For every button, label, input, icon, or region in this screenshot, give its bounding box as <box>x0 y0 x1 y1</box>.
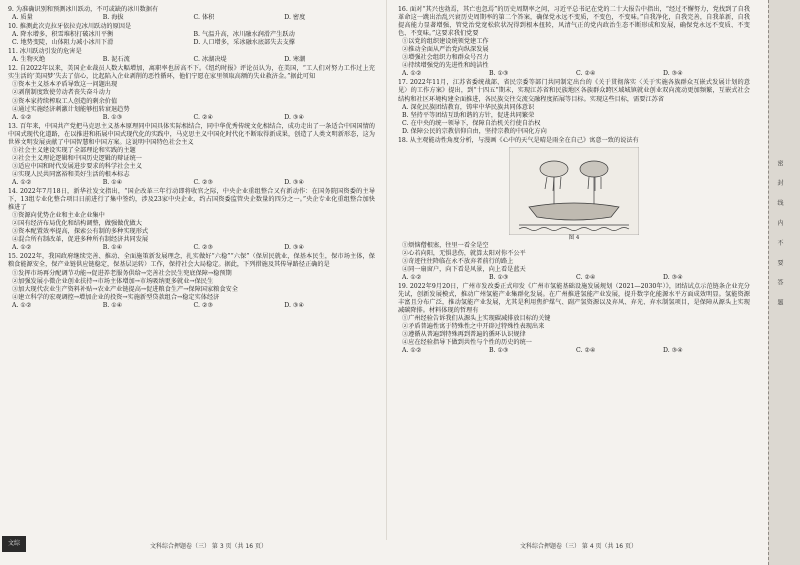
answer-option: D. ③④ <box>284 244 305 252</box>
question-stem: 12. 自2022年以来，美国企业裁员人数大幅增加，离职率也居高不下。《纽约时报》评论员认为，在美国，“工人们对努力工作过上充实生活的‘美国梦’失去了信心，比起陷入企业剥削的恶性循环，他们宁愿在家里领取高额的失业救济金。”据此可知 <box>8 65 375 81</box>
statement-item: ①资源向优势企业和主业企业集中 <box>12 212 105 220</box>
answer-option: B. 气温升高，冰川融水润滑产生跃动 <box>193 31 295 39</box>
question <box>398 283 750 355</box>
question-stem: 10. 推测此次克拉牙依拉克冰川跃动的原因是 <box>8 23 132 31</box>
answer-option: D. 密度 <box>284 14 306 22</box>
answer-options <box>8 179 375 187</box>
left-column <box>8 6 375 311</box>
footer-right: 文科综合押题卷（三） 第 4 页（共 16 页） <box>520 543 637 550</box>
statement-item: B. 坚持平等团结互助和谐的方针，促进共同繁荣 <box>402 111 535 119</box>
statement-item: ②推动全面从严治党向纵深发展 <box>402 46 489 54</box>
statement-item: ④建立科学的宏观调控→增加企业的投资→实施新型贷款组合→稳定实体经济 <box>12 293 220 301</box>
answer-option: A. ①② <box>12 113 32 121</box>
question <box>8 23 375 47</box>
statement-item: ④通过实施经济刺激计划能够扭转衰退趋势 <box>12 105 130 113</box>
answer-option: C. ②③ <box>193 244 214 252</box>
answer-options <box>398 70 750 78</box>
answer-options <box>8 56 375 64</box>
statement-item: ④混合所有制改革，促进多种所有制经济共同发展 <box>12 236 149 244</box>
question <box>398 6 750 78</box>
answer-option: C. 体积 <box>193 14 215 22</box>
figure-caption: 图 4 <box>568 234 580 241</box>
statement-item: ①烦恼僧根塞，往里一看全是空 <box>402 241 489 249</box>
statement-item: ②心若向阳，无惧悲伤，就算太阳对你不公平 <box>402 249 526 257</box>
answer-option: C. 冰湖决堤 <box>193 56 227 64</box>
answer-option: C. ②③ <box>193 301 214 309</box>
answer-option: A. 生物灭绝 <box>12 56 46 64</box>
right-column <box>398 6 750 356</box>
footer-left: 文科综合押题卷（三） 第 3 页（共 16 页） <box>150 543 267 550</box>
answer-option: A. 降水增多，积雪堆积打破冰川平衡 <box>12 31 114 39</box>
answer-option: A. 质量 <box>12 14 33 22</box>
answer-options <box>398 347 750 355</box>
answer-options <box>8 114 375 122</box>
answer-options <box>8 14 375 22</box>
statement-item: ①广州经验告诉我们从源头上实现碳减排放目标的关键 <box>402 315 551 323</box>
question <box>398 137 750 282</box>
statement-item: ①社会主义建设实现了全部理论和实践的主题 <box>12 146 136 154</box>
statement-item: ④应在经验指导下做到共性与个性的历史的统一 <box>402 339 532 347</box>
answer-option: B. ①④ <box>102 301 123 309</box>
answer-option: C. ②④ <box>576 347 596 355</box>
statement-item: ①以党的组织建设统领党建工作 <box>402 38 489 46</box>
question-stem: 15. 2022年，我国政府继续完善、推动、全面施策新发展理念，扎实做好“六稳”“六保”（保居民就业，保基本民生，保市场主体，保粮食能源安全，保产业链供应链稳定，保基层运转）工作，保持社会大局稳定。据此，下列措施及其传导路径正确的是 <box>8 253 375 269</box>
answer-option: C. ②③ <box>193 178 214 186</box>
answer-option: C. ②④ <box>576 70 596 78</box>
statement-item: ①资本主义基本矛盾导致这一问题出现 <box>12 81 118 89</box>
statement-item: ③加大现代农业生产资料补贴→农业产业链提高→促进粮食生产→保障国家粮食安全 <box>12 285 238 293</box>
question <box>8 48 375 64</box>
statement-item: C. 在中央的统一领导下，保障自治机关行使自治权 <box>402 119 541 127</box>
statement-item: ②加强发展小微企业创业扶持→市场主体增加→市场吸纳更多就业→保民生 <box>12 277 214 285</box>
answer-option: B. ①③ <box>102 113 123 121</box>
answer-option: C. ②④ <box>193 113 214 121</box>
statement-item: ④同一扇窗户，向下看是风景，向上看是蓝天 <box>402 265 526 273</box>
answer-option: D. 寒潮 <box>284 56 306 64</box>
statement-item: ②剥削制度致使劳动者丧失奋斗动力 <box>12 89 111 97</box>
question-stem: 14. 2022年7月18日，新华社发文指出，“国企改革三年行动即将收官之际，中央企业重组整合又有新动作：在国务院国资委的主导下，13组专业化整合项目日前进行了集中签约，涉及23家中央企业，约占国资委监管央企数量的四分之一。”央企专业化重组整合加快推进了 <box>8 188 375 212</box>
answer-option: A. ①② <box>402 273 422 281</box>
answer-option: A. ①② <box>12 244 32 252</box>
answer-option: B. ①③ <box>489 273 509 281</box>
question-stem: 17. 2022年11月，江苏省委统战部、省民宗委等部门共同制定出台的《关于贯彻落实〈关于实施各族群众互嵌式发展计划的意见〉的工作方案》提出，到“十四五”期末，实现江苏省和民族地区各族群众跨区域城镇就业创业双向流动更加频繁，互嵌式社会结构和社区环境构建全面推进，各民族交往交流交融程度拓展等目标。实现这些目标，需要江苏省 <box>398 79 750 103</box>
answer-option: D. 人口增多，采冰融水底部失去支撑 <box>193 39 295 47</box>
subject-tag: 文综 <box>2 536 26 552</box>
statement-item: ③增强社会组织力和群众号召力 <box>402 54 489 62</box>
statement-item: A. 深化民族团结教育，铸牢中华民族共同体意识 <box>402 103 535 111</box>
question-stem: 16. 面对“其兴也勃焉，其亡也忽焉”的历史周期率之问，习近平总书记在党的二十大报告中指出，“经过不懈努力，党找到了自我革命这一跳出治乱兴衰历史周期率的第二个答案，确保党永远不变质，不变色，不变味。”自我净化，自我完善，自我革新，自我提高能力显著增强，管党治党宽松软状况得到根本扭转，风清气正的党内政治生态不断形成和发展，确保党永远不变质、不变色、不变味。”这要求我们党要 <box>398 6 750 38</box>
question <box>8 253 375 309</box>
answer-option: B. 泥石流 <box>102 56 130 64</box>
answer-option: D. ③④ <box>663 70 683 78</box>
answer-option: A. ①② <box>12 301 32 309</box>
question-stem: 9. 为准确识别和预测冰川跃动，不可或缺的冰川数据有 <box>8 6 159 13</box>
answer-option: A. ①② <box>12 178 32 186</box>
question <box>8 188 375 252</box>
answer-option: D. ③④ <box>284 301 305 309</box>
answer-option: D. ③④ <box>663 273 683 281</box>
cartoon-illustration <box>509 147 639 235</box>
answer-option: B. ①④ <box>102 178 123 186</box>
answer-option: B. 海拔 <box>102 14 124 22</box>
statement-item: ③资本配置效率提高，探索公有制的多种实现形式 <box>12 228 149 236</box>
statement-item: ③遵循从普遍到特殊再到普遍的循环认识规律 <box>402 331 526 339</box>
statement-item: ③适应中国和时代发展进步要求的科学社会主义 <box>12 162 142 170</box>
statement-item: ③资本家持续榨取工人创造的剩余价值 <box>12 97 118 105</box>
answer-option: B. ①④ <box>102 244 123 252</box>
statement-item: ②矛盾普遍性寓于特殊性之中开辟过特殊性表现出来 <box>402 323 545 331</box>
answer-option: B. ①③ <box>489 347 509 355</box>
question-stem: 13. 百年来，中国共产党把马克思主义基本原理同中国具体实际相结合，同中华优秀传统文化相结合，成功走出了一条适合中国国情的中国式现代化道路，在以推进和拓展中国式现代化的实践中，马克思主义中国化时代化不断取得新成果，创造了人类文明新形态，这为世界文明发展贡献了中国智慧和中国方案。这说明中国特色社会主义 <box>8 122 375 146</box>
question <box>8 6 375 22</box>
answer-option: B. ①③ <box>489 70 509 78</box>
answer-option: C. ②④ <box>576 273 596 281</box>
statement-item: ④持续增强党的先进性和纯洁性 <box>402 62 489 70</box>
answer-options <box>8 31 375 47</box>
answer-option: C. 地势变陡，山体阻力减小冰川下滑 <box>12 39 114 47</box>
answer-option: D. ③④ <box>284 113 305 121</box>
answer-option: A. ①② <box>402 70 422 78</box>
statement-item: ②社会主义理论逻辑和中国历史逻辑的辩证统一 <box>12 154 142 162</box>
column-divider <box>386 0 387 540</box>
statement-item: D. 保障公民的宗教信仰自由，坚持宗教的中国化方向 <box>402 127 547 135</box>
seal-line-text: 密 封 线 内 不 要 答 题 <box>776 160 783 312</box>
answer-options <box>8 244 375 252</box>
answer-options <box>398 274 750 282</box>
answer-option: D. ③④ <box>284 178 305 186</box>
statement-item: ④实现人民共同富裕和美好生活的根本标志 <box>12 170 130 178</box>
answer-options <box>8 302 375 310</box>
question <box>8 123 375 187</box>
answer-option: D. ③④ <box>663 347 683 355</box>
statement-item: ②国有经济布局优化和结构调整，做强做优做大 <box>12 220 142 228</box>
statement-item: ①发挥市场再分配调节功能→促进养老服务供给→完善社会民生兜底保障→稳预期 <box>12 269 232 277</box>
answer-option: A. ①② <box>402 347 422 355</box>
question-stem: 18. 从主观能动性角度分析，与漫画《心中的天气是晴是雨全在自己》寓意一致的说法有 <box>398 136 639 144</box>
question-stem: 11. 冰川跃动引发的危害是 <box>8 48 82 56</box>
question <box>8 65 375 121</box>
statement-item: ③奇迹往往降临在永不放弃者前行的路上 <box>402 257 514 265</box>
seal-line-stripe <box>768 0 800 565</box>
question <box>398 79 750 135</box>
question-stem: 19. 2022年9月20日，广州市发改委正式印发《广州市氢能基础设施发展规划（2021—2030年）》，团结试点示范链条企业充分先试，创新发展模式，推动广州氢能产业集群化发展。在广州推进氢能产业发展，提升数字化能源水平方面成效明显。氢能资源丰富且分布广泛，推动氢能产业发展，尤其是利用焦炉煤气、副产氢资源以及弃风、弃光、弃水制氢项目，是保障从源头上实现减碳降排。材料体现的哲理有 <box>398 283 750 315</box>
